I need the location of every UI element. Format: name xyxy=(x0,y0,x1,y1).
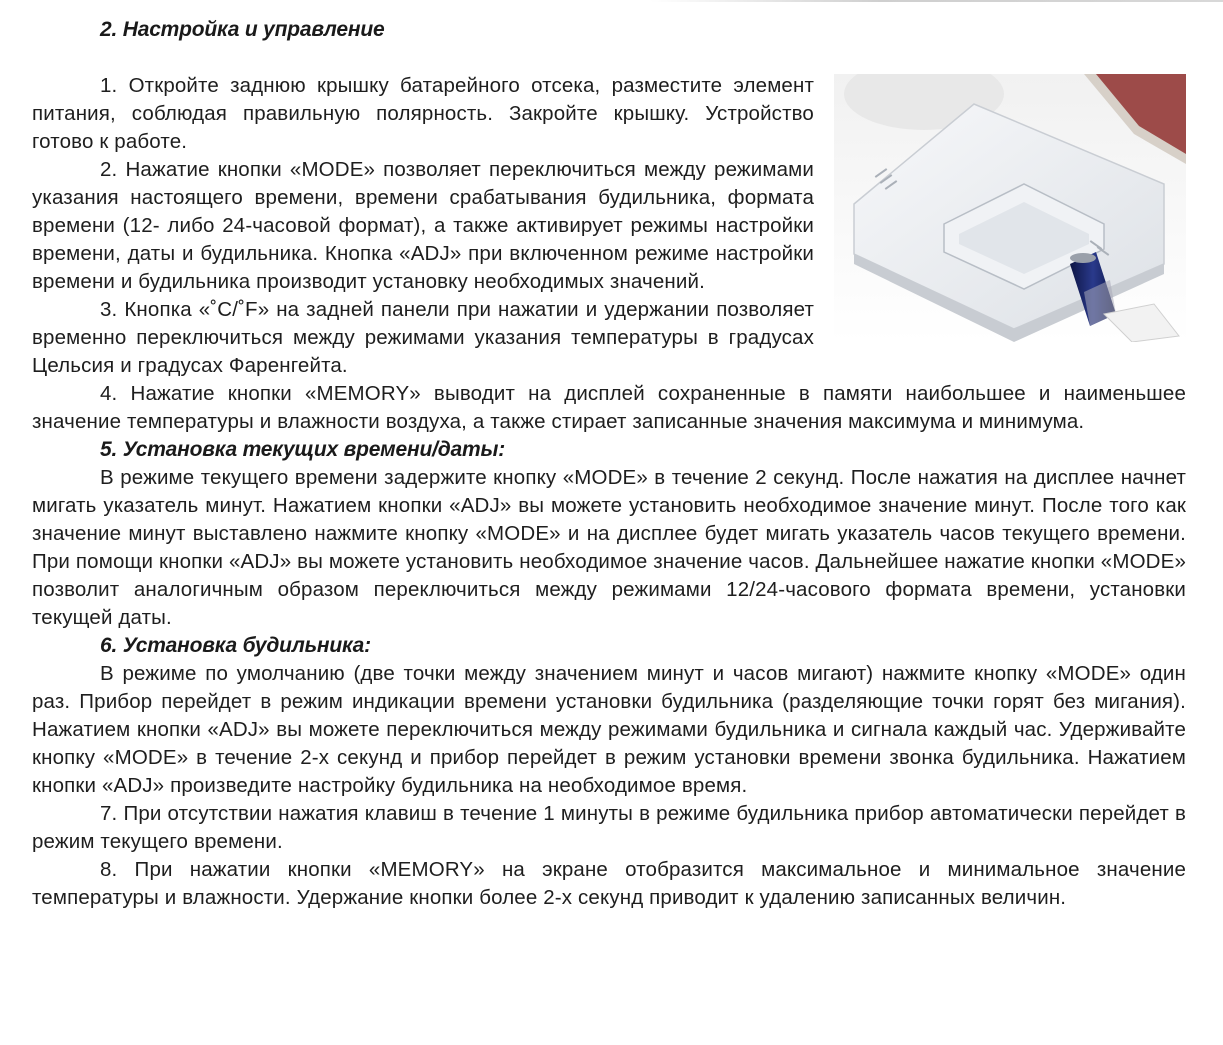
paragraph-alarm: В режиме по умолчанию (две точки между значением минут и часов мигают) нажмите кнопку «MODE» один раз. Прибор перейдет в режим индикации времени установки будильника (разделяющие точки горят без мигания). Нажатием кнопки «ADJ» вы можете переключиться между режимами будильника и сигнала каждый час. Удерживайте кнопку «MODE» в течение 2-х секунд и прибор перейдет в режим установки времени звонка будильника. Нажатием кнопки «ADJ» произведите настройку будильника на необходимое время. xyxy=(32,662,1186,797)
paragraph-2: 2. Нажатие кнопки «MODE» позволяет переключиться между режимами указания настоящего времени, времени срабатывания будильника, формата времени (12- либо 24-часовой формат), а также активирует режимы настройки времени, даты и будильника. Кнопка «ADJ» при включенном режиме настройки времени и будильника производит установку необходимых значений. xyxy=(32,158,814,293)
paragraph-4: 4. Нажатие кнопки «MEMORY» выводит на дисплей сохраненные в памяти наибольшее и наименьшее значение температуры и влажности воздуха, а также стирает записанные значения максимума и минимума. xyxy=(32,382,1186,433)
device-photo-illustration xyxy=(834,74,1186,342)
section-heading-settings: 2. Настройка и управление xyxy=(100,18,385,41)
paragraph-7: 7. При отсутствии нажатия клавиш в течение 1 минуты в режиме будильника прибор автоматически перейдет в режим текущего времени. xyxy=(32,802,1186,853)
device-battery-compartment-photo xyxy=(834,74,1186,342)
document-body xyxy=(32,72,1186,912)
page-top-edge xyxy=(650,0,1223,2)
section-heading-alarm: 6. Установка будильника: xyxy=(100,634,371,657)
paragraph-8: 8. При нажатии кнопки «MEMORY» на экране отобразится максимальное и минимальное значение температуры и влажности. Удержание кнопки более 2-х секунд приводит к удалению записанных величин. xyxy=(32,858,1186,909)
paragraph-time-date: В режиме текущего времени задержите кнопку «MODE» в течение 2 секунд. После нажатия на дисплее начнет мигать указатель минут. Нажатием кнопки «ADJ» вы можете установить необходимое значение минут. После того как значение минут выставлено нажмите кнопку «MODE» и на дисплее будет мигать указатель часов текущего времени. При помощи кнопки «ADJ» вы можете установить необходимое значение часов. Дальнейшее нажатие кнопки «MODE» позволит аналогичным образом переключиться между режимами 12/24-часового формата времени, установки текущей даты. xyxy=(32,466,1186,629)
paragraph-1: 1. Откройте заднюю крышку батарейного отсека, разместите элемент питания, соблюдая правильную полярность. Закройте крышку. Устройство готово к работе. xyxy=(32,74,814,153)
section-heading-time-date: 5. Установка текущих времени/даты: xyxy=(100,438,506,461)
paragraph-3: 3. Кнопка «˚C/˚F» на задней панели при нажатии и удержании позволяет временно переключиться между режимами указания температуры в градусах Цельсия и градусах Фаренгейта. xyxy=(32,298,814,377)
